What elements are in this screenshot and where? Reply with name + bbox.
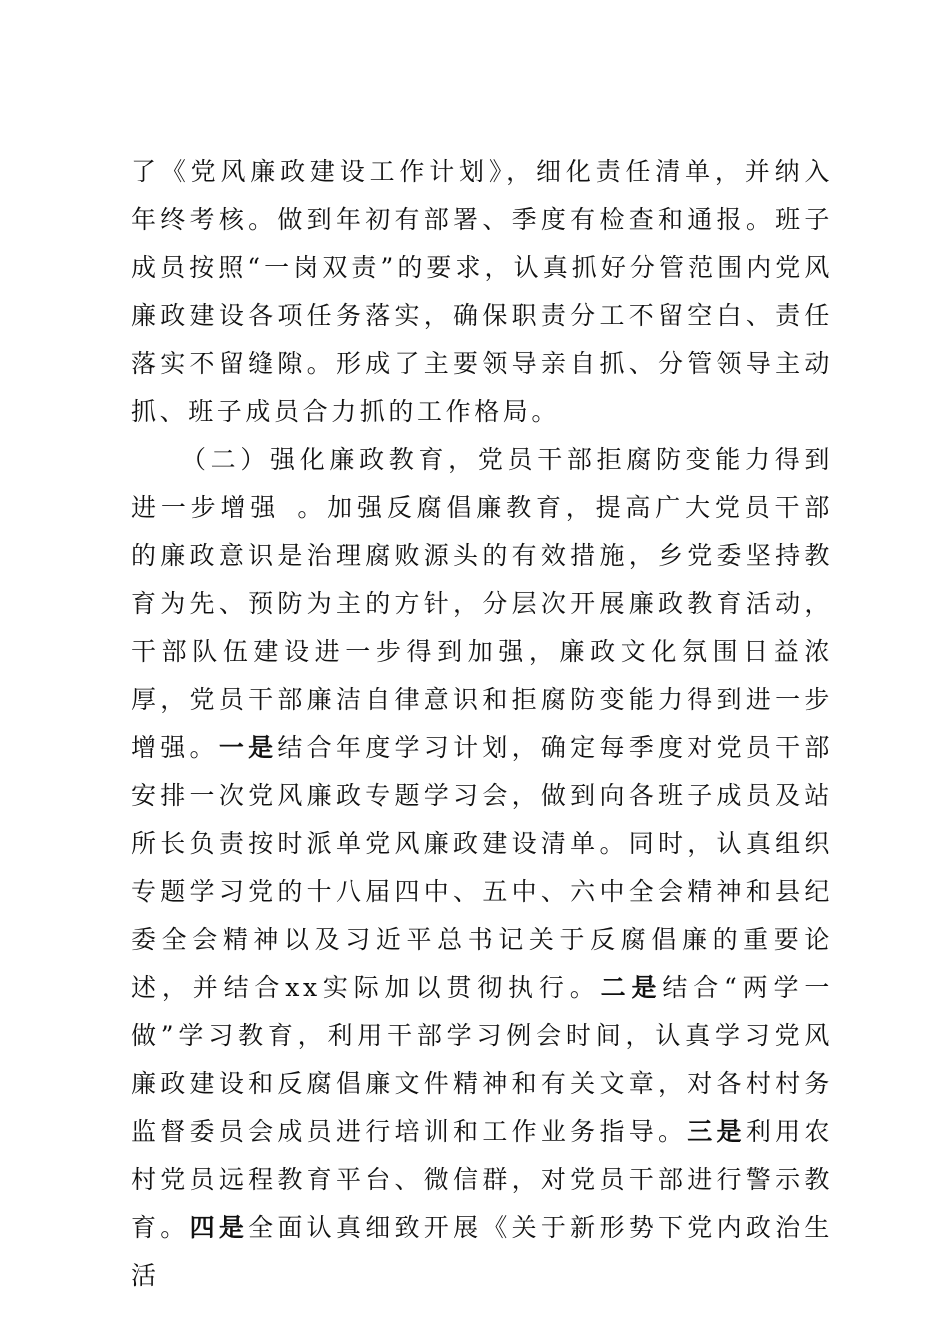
paragraph-responsibility [131,148,833,436]
marker-first: 一是 [218,733,278,762]
paragraph-intro: 。加强反腐倡廉教育，提高广大党员干部的廉政意识是治理腐败源头的有效措施，乡党委坚持教育为先、预防为主的方针，分层次开展廉政教育活动，干部队伍建设进一步得到加强，廉政文化氛围日益浓厚，党员干部廉洁自律意识和拒腐防变能力得到进一步增强。 [131,493,833,762]
item-third-text: 利用农村党员远程教育平台、微信群，对党员干部进行警示教育。 [131,1117,833,1242]
document-body [131,148,833,1300]
marker-third: 三是 [687,1117,746,1146]
item-first-text: 结合年度学习计划，确定每季度对党员干部安排一次党风廉政专题学习会，做到向各班子成员及站所长负责按时派单党风廉政建设清单。同时，认真组织专题学习党的十八届四中、五中、六中全会精神和县纪委全会精神以及习近平总书记关于反腐倡廉的重要论述，并结合xx实际加以贯彻执行。 [131,733,833,1002]
item-second-text: 结合“两学一做”学习教育，利用干部学习例会时间，认真学习党风廉政建设和反腐倡廉文件精神和有关文章，对各村村务监督委员会成员进行培训和工作业务指导。 [131,973,833,1146]
section-heading: （二）强化廉政教育，党员干部拒腐防变能力得到进一步增强 [131,445,833,522]
paragraph-text: 了《党风廉政建设工作计划》，细化责任清单，并纳入年终考核。做到年初有部署、季度有检查和通报。班子成员按照“一岗双责”的要求，认真抓好分管范围内党风廉政建设各项任务落实，确保职责分工不留空白、责任落实不留缝隙。形成了主要领导亲自抓、分管领导主动抓、班子成员合力抓的工作格局。 [131,157,833,426]
paragraph-integrity-education [131,436,833,1300]
item-fourth-text: 全面认真细致开展《关于新形势下党内政治生活 [131,1213,833,1290]
marker-fourth: 四是 [189,1213,249,1242]
marker-second: 二是 [600,973,663,1002]
